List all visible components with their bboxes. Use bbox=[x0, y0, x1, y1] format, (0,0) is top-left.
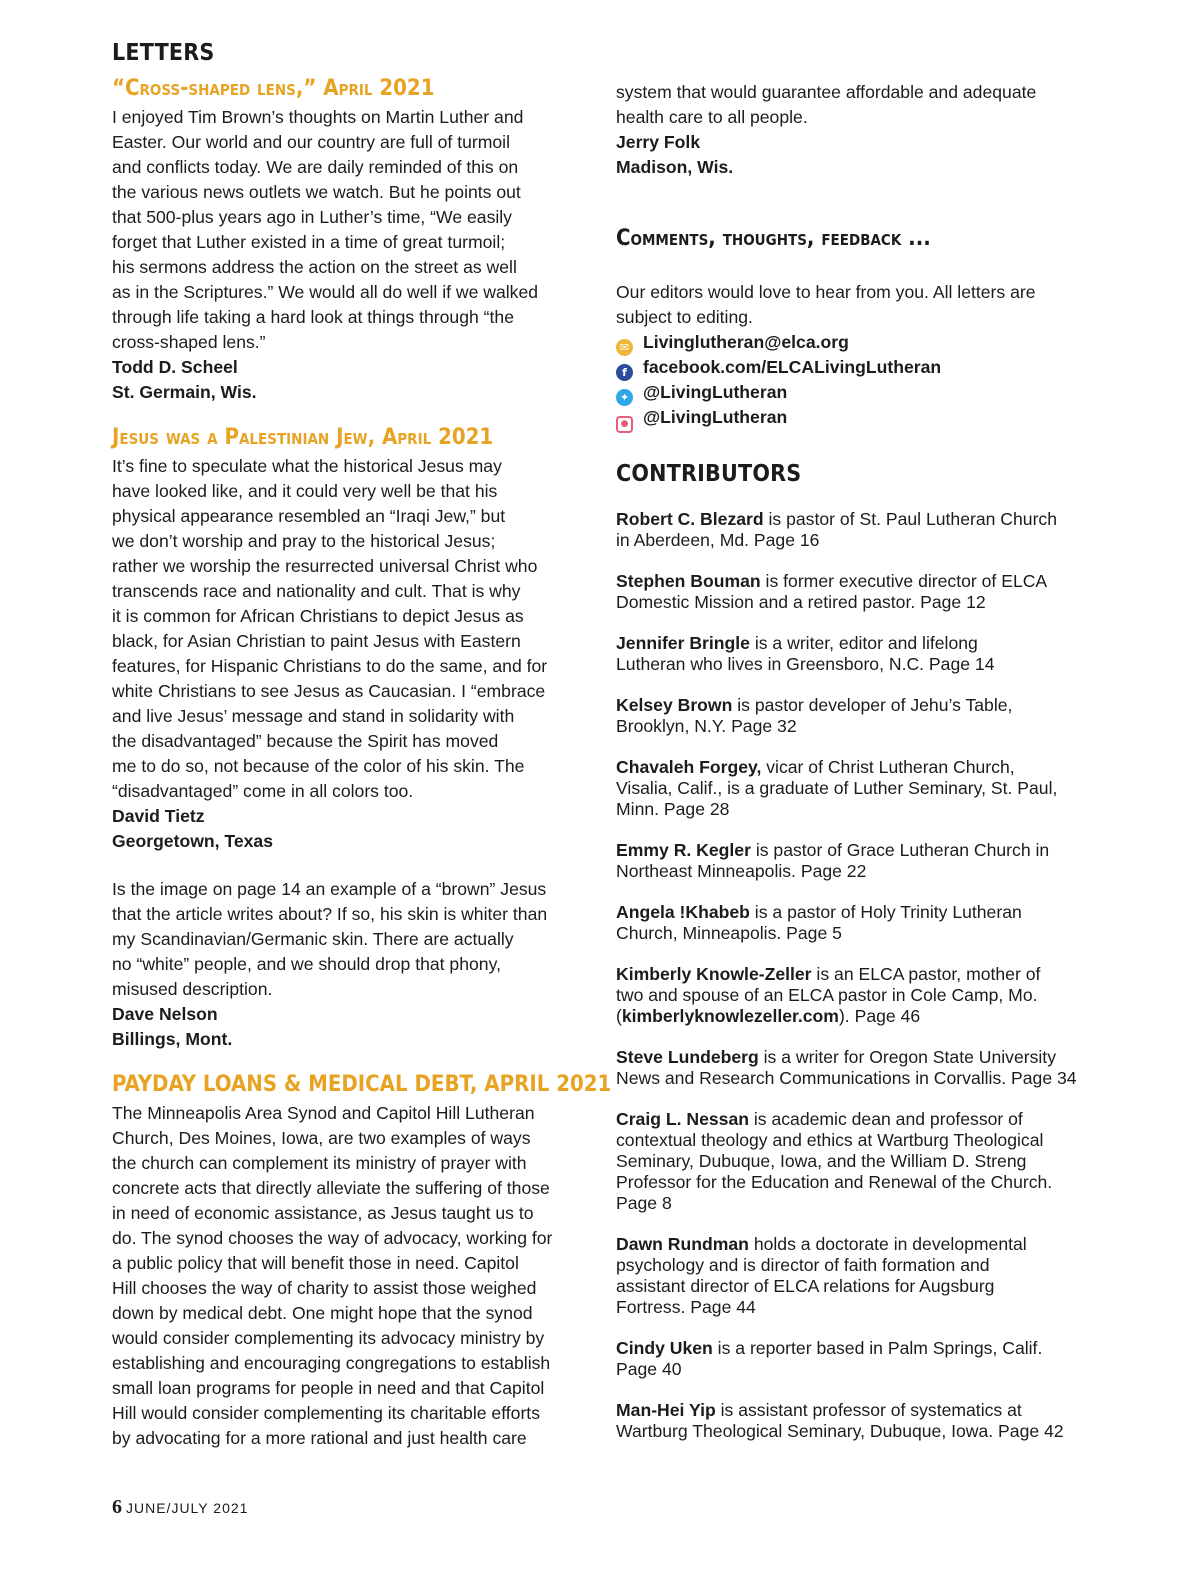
letter-line: me to do so, not because of the color of his skin. The bbox=[112, 756, 525, 776]
contributor-line: Kelsey Brown is pastor developer of Jehu’s Table, bbox=[616, 695, 1013, 715]
contributor-name: Dawn Rundman bbox=[616, 1234, 749, 1254]
letter-line: that 500-plus years ago in Luther’s time, “We easily bbox=[112, 207, 512, 227]
contributor-line: News and Research Communications in Corvallis. Page 34 bbox=[616, 1068, 1077, 1088]
contributor-name: Craig L. Nessan bbox=[616, 1109, 749, 1129]
letter-location: Georgetown, Texas bbox=[112, 831, 273, 851]
twitter-icon: ✦ bbox=[616, 389, 633, 406]
letter-line: small loan programs for people in need and that Capitol bbox=[112, 1378, 545, 1398]
letter-body-palestinian-jew bbox=[112, 454, 547, 854]
contributor-entry bbox=[616, 695, 1077, 737]
contributor-line: Emmy R. Kegler is pastor of Grace Lutheran Church in bbox=[616, 840, 1050, 860]
letter-line: the church can complement its ministry of prayer with bbox=[112, 1153, 527, 1173]
letter-line: and live Jesus’ message and stand in solidarity with bbox=[112, 706, 515, 726]
comments-heading: Comments, thoughts, feedback ... bbox=[616, 226, 931, 251]
letter-line: that the article writes about? If so, his skin is whiter than bbox=[112, 904, 548, 924]
letter-line: do. The synod chooses the way of advocacy, working for bbox=[112, 1228, 553, 1248]
twitter-link[interactable] bbox=[616, 380, 941, 405]
contributor-line: Church, Minneapolis. Page 5 bbox=[616, 923, 842, 943]
comments-line: Our editors would love to hear from you. All letters are bbox=[616, 282, 1036, 302]
letter-line: would consider complementing its advocacy ministry by bbox=[112, 1328, 545, 1348]
social-links bbox=[616, 330, 941, 430]
contributor-entry bbox=[616, 964, 1077, 1027]
contributor-line: Chavaleh Forgey, vicar of Christ Lutheran Church, bbox=[616, 757, 1015, 777]
letter-body-payday-loans-continued bbox=[616, 80, 1036, 180]
contributor-name: Jennifer Bringle bbox=[616, 633, 750, 653]
letter-location: St. Germain, Wis. bbox=[112, 382, 257, 402]
letter-author: David Tietz bbox=[112, 806, 205, 826]
letter-author: Dave Nelson bbox=[112, 1004, 218, 1024]
issue-date: JUNE/JULY 2021 bbox=[126, 1500, 249, 1516]
contributor-name: Angela !Khabeb bbox=[616, 902, 750, 922]
letter-line: physical appearance resembled an “Iraqi Jew,” but bbox=[112, 506, 506, 526]
letter-line: a public policy that will benefit those in need. Capitol bbox=[112, 1253, 519, 1273]
contributor-line: Man-Hei Yip is assistant professor of systematics at bbox=[616, 1400, 1022, 1420]
letter-body-payday-loans bbox=[112, 1101, 552, 1451]
contributor-line: Dawn Rundman holds a doctorate in developmental bbox=[616, 1234, 1027, 1254]
comments-line: subject to editing. bbox=[616, 307, 753, 327]
contributor-line: Steve Lundeberg is a writer for Oregon State University bbox=[616, 1047, 1056, 1067]
contributor-entry bbox=[616, 571, 1077, 613]
contributor-entry bbox=[616, 509, 1077, 551]
contributor-line: Page 40 bbox=[616, 1359, 682, 1379]
letter-author: Jerry Folk bbox=[616, 132, 701, 152]
letter-line: have looked like, and it could very well be that his bbox=[112, 481, 498, 501]
letter-line: features, for Hispanic Christians to do the same, and for bbox=[112, 656, 548, 676]
contributor-line: Professor for the Education and Renewal of the Church. bbox=[616, 1172, 1053, 1192]
contributor-line: Domestic Mission and a retired pastor. Page 12 bbox=[616, 592, 986, 612]
contributor-entry bbox=[616, 757, 1077, 820]
contributor-name: Man-Hei Yip bbox=[616, 1400, 716, 1420]
twitter-text[interactable]: @LivingLutheran bbox=[643, 382, 788, 402]
letter-line: “disadvantaged” come in all colors too. bbox=[112, 781, 414, 801]
letter-line: through life taking a hard look at things through “the bbox=[112, 307, 514, 327]
contributor-line: contextual theology and ethics at Wartburg Theological bbox=[616, 1130, 1044, 1150]
letter-line: It’s fine to speculate what the historical Jesus may bbox=[112, 456, 502, 476]
page-footer bbox=[112, 1496, 248, 1519]
letter-line: health care to all people. bbox=[616, 107, 808, 127]
letter-line: forget that Luther existed in a time of great turmoil; bbox=[112, 232, 506, 252]
letter-line: Is the image on page 14 an example of a “brown” Jesus bbox=[112, 879, 547, 899]
letter-line: cross-shaped lens.” bbox=[112, 332, 266, 352]
letter-line: rather we worship the resurrected universal Christ who bbox=[112, 556, 538, 576]
contributor-name: Steve Lundeberg bbox=[616, 1047, 759, 1067]
contributor-entry bbox=[616, 1338, 1077, 1380]
contributor-line: Robert C. Blezard is pastor of St. Paul Lutheran Church bbox=[616, 509, 1058, 529]
contributor-entry bbox=[616, 1109, 1077, 1214]
comments-body bbox=[616, 280, 1036, 330]
letter-line: my Scandinavian/Germanic skin. There are actually bbox=[112, 929, 514, 949]
contributor-line: assistant director of ELCA relations for Augsburg bbox=[616, 1276, 995, 1296]
contributor-entry bbox=[616, 840, 1077, 882]
contributor-line: Lutheran who lives in Greensboro, N.C. Page 14 bbox=[616, 654, 995, 674]
page-number: 6 bbox=[112, 1496, 122, 1518]
instagram-text[interactable]: @LivingLutheran bbox=[643, 407, 788, 427]
letter-line: down by medical debt. One might hope that the synod bbox=[112, 1303, 533, 1323]
contributor-line: Page 8 bbox=[616, 1193, 672, 1213]
letter-line: Hill would consider complementing its charitable efforts bbox=[112, 1403, 540, 1423]
instagram-link[interactable] bbox=[616, 405, 941, 430]
instagram-icon: ● bbox=[616, 416, 633, 433]
contributor-website-link[interactable]: kimberlyknowlezeller.com bbox=[621, 1006, 839, 1026]
contributor-name: Cindy Uken bbox=[616, 1338, 713, 1358]
contributor-entry bbox=[616, 633, 1077, 675]
contributor-line: psychology and is director of faith formation and bbox=[616, 1255, 990, 1275]
contributor-line: Kimberly Knowle-Zeller is an ELCA pastor, mother of bbox=[616, 964, 1041, 984]
letter-line: I enjoyed Tim Brown’s thoughts on Martin Luther and bbox=[112, 107, 524, 127]
contributor-line: Stephen Bouman is former executive director of ELCA bbox=[616, 571, 1048, 591]
letter-line: in need of economic assistance, as Jesus taught us to bbox=[112, 1203, 534, 1223]
letter-line: concrete acts that directly alleviate the suffering of those bbox=[112, 1178, 550, 1198]
contributor-line: Wartburg Theological Seminary, Dubuque, Iowa. Page 42 bbox=[616, 1421, 1064, 1441]
contributor-name: Emmy R. Kegler bbox=[616, 840, 751, 860]
contributor-line: Seminary, Dubuque, Iowa, and the William D. Streng bbox=[616, 1151, 1027, 1171]
contributor-line: Fortress. Page 44 bbox=[616, 1297, 756, 1317]
contributor-line: Jennifer Bringle is a writer, editor and lifelong bbox=[616, 633, 978, 653]
letter-line: no “white” people, and we should drop that phony, bbox=[112, 954, 501, 974]
contributor-line: Angela !Khabeb is a pastor of Holy Trinity Lutheran bbox=[616, 902, 1022, 922]
letter-line: misused description. bbox=[112, 979, 273, 999]
contributor-entry bbox=[616, 1400, 1077, 1442]
contributors-heading: CONTRIBUTORS bbox=[616, 461, 802, 487]
letter-line: establishing and encouraging congregations to establish bbox=[112, 1353, 551, 1373]
facebook-text[interactable]: facebook.com/ELCALivingLutheran bbox=[643, 357, 942, 377]
contributor-name: Kelsey Brown bbox=[616, 695, 733, 715]
contributor-line: two and spouse of an ELCA pastor in Cole Camp, Mo. bbox=[616, 985, 1038, 1005]
contributor-entry bbox=[616, 902, 1077, 944]
letter-author: Todd D. Scheel bbox=[112, 357, 238, 377]
contributor-name: Robert C. Blezard bbox=[616, 509, 764, 529]
letter-line: Church, Des Moines, Iowa, are two examples of ways bbox=[112, 1128, 531, 1148]
mail-icon: ✉ bbox=[616, 339, 633, 356]
letter-location: Madison, Wis. bbox=[616, 157, 734, 177]
letter-body-cross-shaped-lens bbox=[112, 105, 538, 405]
letter-line: as in the Scriptures.” We would all do well if we walked bbox=[112, 282, 539, 302]
letter-line: it is common for African Christians to depict Jesus as bbox=[112, 606, 524, 626]
letter-line: we don’t worship and pray to the historical Jesus; bbox=[112, 531, 496, 551]
letter-line: the disadvantaged” because the Spirit has moved bbox=[112, 731, 499, 751]
letter-line: his sermons address the action on the street as well bbox=[112, 257, 517, 277]
section-label-letters: LETTERS bbox=[112, 40, 215, 66]
letter-body-brown-jesus bbox=[112, 877, 547, 1052]
contributor-line: Cindy Uken is a reporter based in Palm Springs, Calif. bbox=[616, 1338, 1043, 1358]
letter-headline-cross-shaped-lens: “Cross-shaped lens,” April 2021 bbox=[112, 76, 435, 101]
letter-line: white Christians to see Jesus as Caucasian. I “embrace bbox=[112, 681, 546, 701]
contributor-entry bbox=[616, 1047, 1077, 1089]
letter-line: and conflicts today. We are daily reminded of this on bbox=[112, 157, 519, 177]
contributor-line: (kimberlyknowlezeller.com). Page 46 bbox=[616, 1006, 921, 1026]
letter-line: the various news outlets we watch. But he points out bbox=[112, 182, 521, 202]
contributor-list bbox=[616, 509, 1077, 1462]
email-link[interactable] bbox=[616, 330, 941, 355]
contributor-name: Kimberly Knowle-Zeller bbox=[616, 964, 812, 984]
letter-headline-payday-loans: PAYDAY LOANS & MEDICAL DEBT, APRIL 2021 bbox=[112, 1072, 612, 1097]
contributor-entry bbox=[616, 1234, 1077, 1318]
contributor-line: Northeast Minneapolis. Page 22 bbox=[616, 861, 867, 881]
contributor-line: Minn. Page 28 bbox=[616, 799, 730, 819]
facebook-link[interactable] bbox=[616, 355, 941, 380]
letter-line: The Minneapolis Area Synod and Capitol Hill Lutheran bbox=[112, 1103, 535, 1123]
letter-line: by advocating for a more rational and just health care bbox=[112, 1428, 527, 1448]
contributor-line: Craig L. Nessan is academic dean and professor of bbox=[616, 1109, 1023, 1129]
contributor-line: Visalia, Calif., is a graduate of Luther Seminary, St. Paul, bbox=[616, 778, 1058, 798]
letter-location: Billings, Mont. bbox=[112, 1029, 233, 1049]
letter-line: black, for Asian Christian to paint Jesus with Eastern bbox=[112, 631, 521, 651]
email-text[interactable]: Livinglutheran@elca.org bbox=[643, 332, 849, 352]
letter-line: Hill chooses the way of charity to assist those weighed bbox=[112, 1278, 537, 1298]
contributor-line: Brooklyn, N.Y. Page 32 bbox=[616, 716, 797, 736]
letter-line: Easter. Our world and our country are full of turmoil bbox=[112, 132, 510, 152]
letter-line: transcends race and nationality and cult. That is why bbox=[112, 581, 521, 601]
contributor-line: in Aberdeen, Md. Page 16 bbox=[616, 530, 820, 550]
contributor-name: Chavaleh Forgey, bbox=[616, 757, 762, 777]
letter-headline-palestinian-jew: Jesus was a Palestinian Jew, April 2021 bbox=[112, 425, 494, 450]
letter-line: system that would guarantee affordable and adequate bbox=[616, 82, 1037, 102]
facebook-icon: f bbox=[616, 364, 633, 381]
contributor-name: Stephen Bouman bbox=[616, 571, 761, 591]
